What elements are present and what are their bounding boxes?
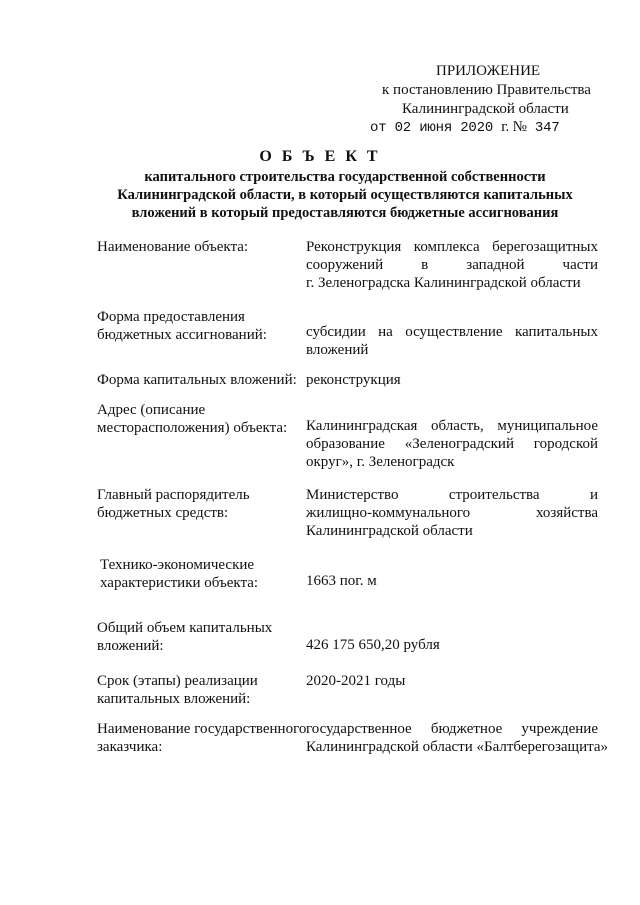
field-object-name-value <box>306 238 598 292</box>
label-line: вложений: <box>97 638 164 654</box>
document-subtitle <box>95 168 595 222</box>
value-line: Министерство строительства и <box>306 487 598 503</box>
field-investment-form-value <box>306 371 598 389</box>
appendix-region-line: Калининградской области <box>402 101 569 117</box>
field-budget-form-label <box>97 308 302 344</box>
value-line: государственное бюджетное учреждение <box>306 721 598 737</box>
appendix-date-line <box>370 118 560 138</box>
label-line: месторасположения) объекта: <box>97 420 288 436</box>
label-line: бюджетных средств: <box>97 505 229 521</box>
appendix-title: ПРИЛОЖЕНИЕ <box>436 63 541 79</box>
value-line: вложений <box>306 342 369 358</box>
field-characteristics-value <box>306 572 598 590</box>
label-line: Наименование объекта: <box>97 239 249 255</box>
value-line: субсидии на осуществление капитальных <box>306 324 598 340</box>
field-investment-form-label <box>97 371 302 389</box>
field-total-volume-label <box>97 619 302 655</box>
label-line: Общий объем капитальных <box>97 620 273 636</box>
value-line: реконструкция <box>306 372 401 388</box>
value-line: Калининградской области «Балтберегозащита» <box>306 739 609 755</box>
value-line: Реконструкция комплекса берегозащитных <box>306 239 598 255</box>
subtitle-line-1: капитального строительства государственной собственности <box>144 169 546 185</box>
field-manager-value <box>306 486 598 540</box>
field-budget-form-value <box>306 323 598 359</box>
value-line: образование «Зеленоградский городской <box>306 436 598 452</box>
field-object-name-label <box>97 238 302 256</box>
field-characteristics-label <box>100 556 305 592</box>
value-line: 2020-2021 годы <box>306 673 406 689</box>
number-prefix: г. № <box>501 119 527 135</box>
value-line: сооружений в западной части <box>306 257 598 273</box>
appendix-resolution-line: к постановлению Правительства <box>382 82 591 98</box>
subtitle-line-3: вложений в который предоставляются бюджетные ассигнования <box>131 205 559 221</box>
label-line: Адрес (описание <box>97 402 206 418</box>
label-line: характеристики объекта: <box>100 575 259 591</box>
field-customer-label <box>97 720 307 756</box>
value-line: 1663 пог. м <box>306 573 377 589</box>
label-line: Наименование государственного <box>97 721 307 737</box>
field-customer-value <box>306 720 609 756</box>
subtitle-line-2: Калининградской области, в который осуществляются капитальных <box>117 187 573 203</box>
label-line: Срок (этапы) реализации <box>97 673 258 689</box>
label-line: Форма предоставления <box>97 309 245 325</box>
label-line: бюджетных ассигнований: <box>97 327 267 343</box>
value-line: Калининградская область, муниципальное <box>306 418 598 434</box>
value-line: жилищно-коммунального хозяйства <box>306 505 598 521</box>
label-line: Главный распорядитель <box>97 487 250 503</box>
document-title: О Б Ъ Е К Т <box>259 148 381 165</box>
field-term-label <box>97 672 302 708</box>
value-line: округ», г. Зеленоградск <box>306 454 455 470</box>
label-line: Технико-экономические <box>100 557 255 573</box>
value-line: Калининградской области <box>306 523 473 539</box>
field-term-value <box>306 672 598 690</box>
field-manager-label <box>97 486 302 522</box>
field-address-label <box>97 401 302 437</box>
field-total-volume-value <box>306 636 598 654</box>
field-address-value <box>306 417 598 471</box>
value-line: 426 175 650,20 рубля <box>306 637 440 653</box>
label-line: капитальных вложений: <box>97 691 251 707</box>
label-line: заказчика: <box>97 739 163 755</box>
date-prefix: от <box>370 120 387 136</box>
value-line: г. Зеленоградска Калининградской области <box>306 275 581 291</box>
label-line: Форма капитальных вложений: <box>97 372 297 388</box>
number-value: 347 <box>534 120 560 136</box>
date-value: 02 июня 2020 <box>394 120 494 136</box>
